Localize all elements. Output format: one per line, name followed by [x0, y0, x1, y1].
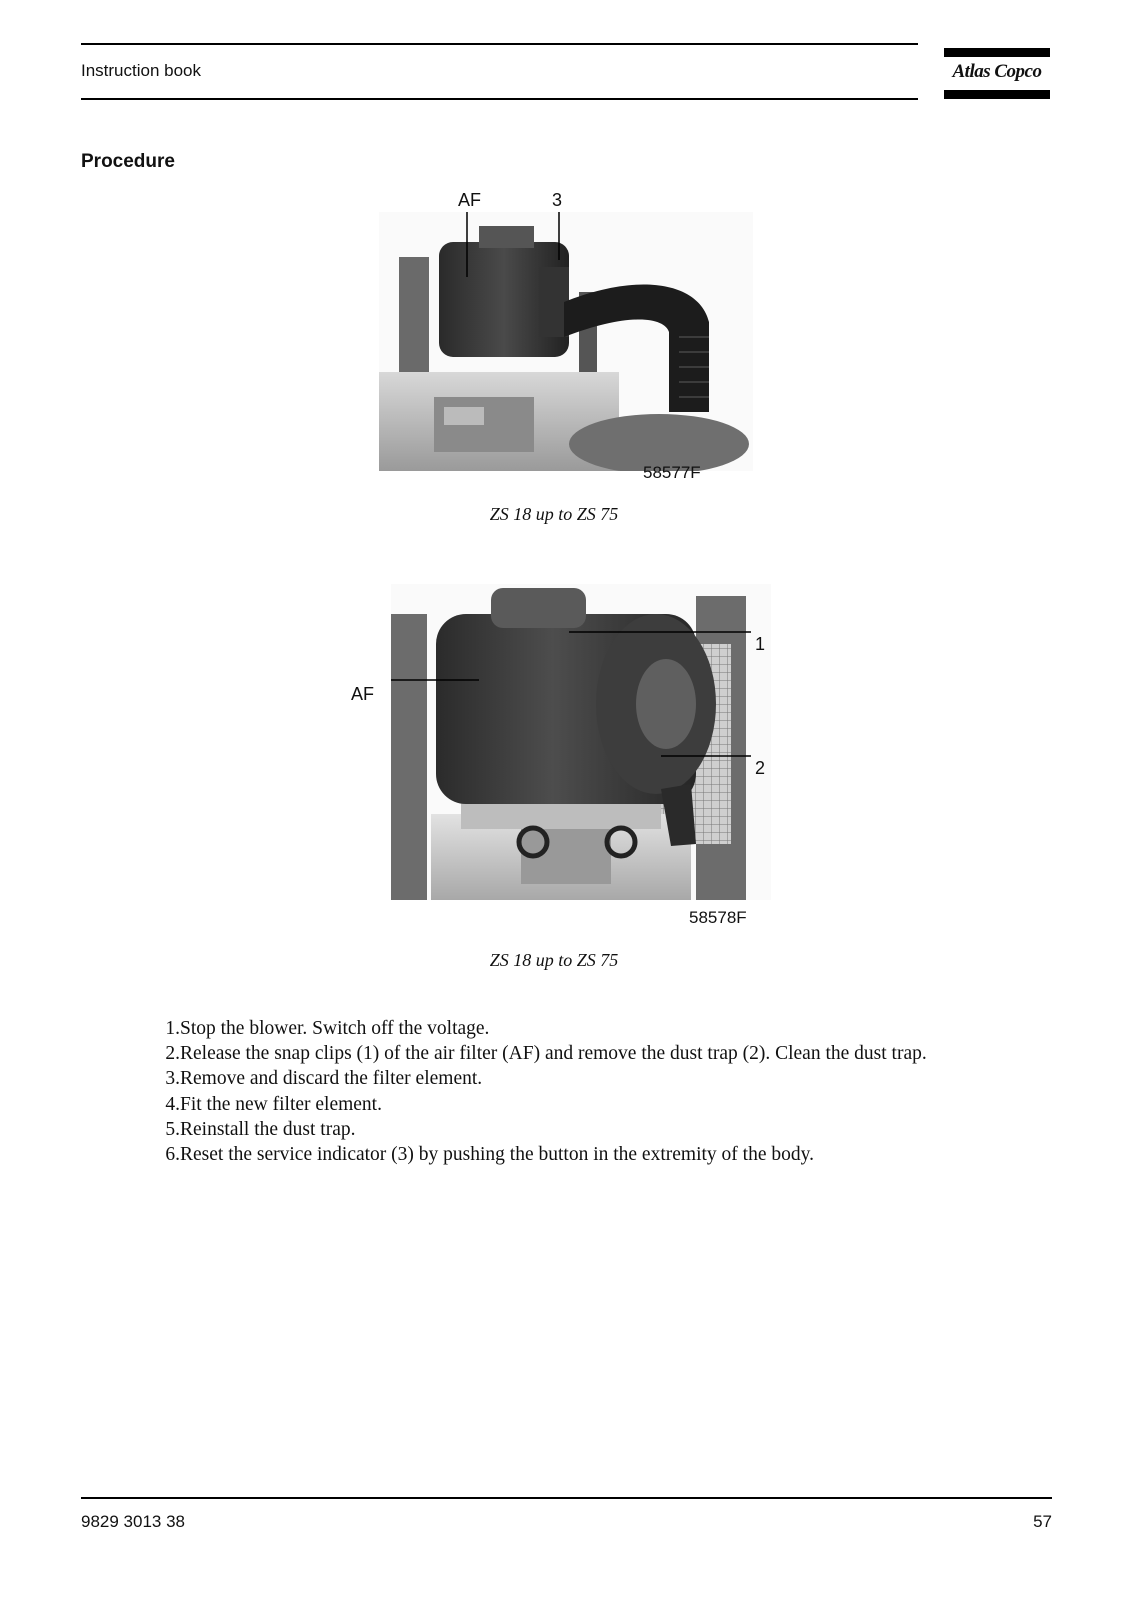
figure-2: [391, 584, 771, 900]
footer-rule: [81, 1497, 1052, 1499]
step-number: 2.: [165, 1043, 180, 1065]
step-text: Fit the new filter element.: [180, 1093, 382, 1115]
header-top-rule: [81, 43, 918, 45]
figure-2-photo: [391, 584, 771, 900]
figure-2-callout-2: 2: [755, 758, 766, 778]
step-item: [140, 1117, 927, 1142]
figure-2-caption: ZS 18 up to ZS 75: [489, 950, 619, 970]
step-number: 1.: [165, 1018, 180, 1039]
step-text: Reset the service indicator (3) by pushing the button in the extremity of the body.: [180, 1143, 814, 1165]
figure-1-callout-af: AF: [458, 190, 482, 210]
page-number: 57: [1033, 1512, 1052, 1531]
step-item: [140, 1066, 927, 1091]
header-title: Instruction book: [81, 61, 202, 80]
step-item: [140, 1092, 927, 1117]
procedure-steps: [140, 1016, 927, 1167]
figure-2-code: 58578F: [689, 908, 747, 927]
step-number: 4.: [165, 1093, 180, 1115]
brand-logo: [944, 48, 1050, 100]
step-text: Release the snap clips (1) of the air filter (AF) and remove the dust trap (2). Clean the dust trap.: [180, 1043, 927, 1065]
brand-logo-text: Atlas Copco: [952, 61, 1042, 82]
figure-2-callout-af: AF: [351, 684, 375, 704]
step-number: 3.: [165, 1068, 180, 1090]
figure-1: [379, 212, 753, 471]
figure-2-callout-1: 1: [755, 634, 766, 654]
figure-1-callout-3: 3: [552, 190, 563, 210]
step-text: Remove and discard the filter element.: [180, 1068, 483, 1090]
header-bottom-rule: [81, 98, 918, 100]
step-text: Reinstall the dust trap.: [180, 1118, 356, 1140]
document-number: 9829 3013 38: [81, 1512, 185, 1531]
step-text: Stop the blower. Switch off the voltage.: [180, 1018, 490, 1039]
figure-1-caption: ZS 18 up to ZS 75: [489, 504, 619, 524]
step-item: [140, 1041, 927, 1066]
figure-1-code: 58577F: [643, 463, 701, 482]
step-number: 6.: [165, 1143, 180, 1165]
figure-1-photo: [379, 212, 753, 471]
section-title: Procedure: [81, 151, 175, 172]
step-number: 5.: [165, 1118, 180, 1140]
step-item: [140, 1142, 927, 1167]
step-item: [140, 1016, 927, 1041]
